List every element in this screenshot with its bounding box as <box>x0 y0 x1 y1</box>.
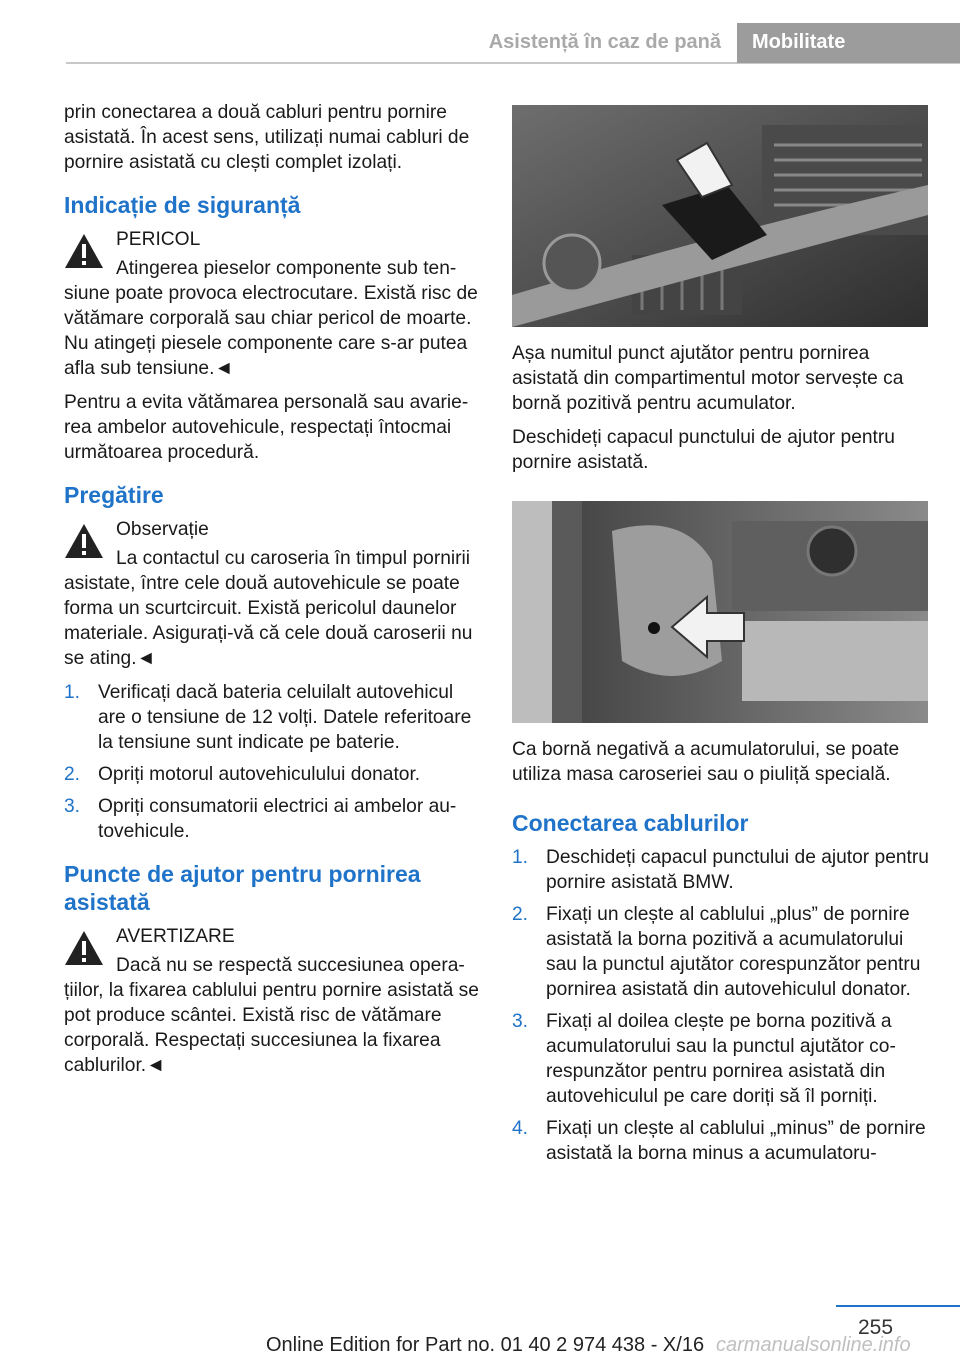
left-column <box>64 100 484 1087</box>
step-text: Opriți motorul autovehiculului donator. <box>98 764 421 785</box>
warning-triangle-icon <box>64 930 104 966</box>
warning-label: Observație <box>116 519 209 540</box>
step-number: 2. <box>512 904 529 925</box>
step-text: Opriți consumatorii electrici ai ambelor autovehicule. <box>98 796 457 842</box>
header-chapter-tab: Mobilitate <box>737 23 960 63</box>
warning-label: AVERTIZARE <box>116 926 235 947</box>
step-number: 3. <box>512 1011 529 1032</box>
engine-bay-negative-terminal-photo <box>512 501 928 723</box>
step-text: Verificați dacă bateria celuilalt autovehicul are o tensiune de 12 volți. Datele referitoare la tensiune sunt indicate pe baterie. <box>98 682 472 753</box>
warning-block-caution <box>64 924 484 1078</box>
intro-paragraph: prin conectarea a două cabluri pentru pornire asistată. În acest sens, utilizați numai cabluri de pornire asistată cu clești complet izolați. <box>64 102 470 173</box>
step-number: 1. <box>64 682 81 703</box>
page-header <box>0 23 960 63</box>
list-item <box>512 1009 932 1109</box>
list-item <box>64 762 484 787</box>
step-number: 2. <box>64 764 81 785</box>
list-item <box>64 680 484 755</box>
list-item <box>512 902 932 1002</box>
warning-block-note <box>64 517 484 671</box>
warning-label: PERICOL <box>116 229 201 250</box>
connect-steps <box>512 845 932 1166</box>
safety-heading: Indicație de siguranță <box>64 192 301 218</box>
right-column <box>512 105 932 1173</box>
warning-text: Dacă nu se respectă succesiunea operațiilor, la fixarea cablului pentru pornire asistată se pot produce scântei. Există risc de vătămare corporală. Respectați succesiunea la fixarea cablurilor.◄ <box>64 955 479 1076</box>
engine-bay-positive-terminal-photo <box>512 105 928 327</box>
page-number: 255 <box>858 1316 894 1339</box>
step-text: Fixați al doilea clește pe borna pozitivă a acumulatorului sau la punctul ajutător corespunzător pentru pornirea asistată din autovehiculul pe care doriți să îl porniți. <box>546 1011 896 1107</box>
photo1-caption: Așa numitul punct ajutător pentru pornirea asistată din compartimentul motor servește ca bornă pozitivă pentru acumulator. <box>512 343 904 414</box>
jump-points-heading: Puncte de ajutor pentru pornirea asistată <box>64 861 421 915</box>
warning-block-danger <box>64 227 484 381</box>
step-number: 4. <box>512 1118 529 1139</box>
procedure-paragraph: Pentru a evita vătămarea personală sau avarierea ambelor autovehicule, respectați întocmai următoarea procedură. <box>64 392 469 463</box>
preparation-steps <box>64 680 484 844</box>
preparation-heading: Pregătire <box>64 482 164 508</box>
warning-triangle-icon <box>64 523 104 559</box>
warning-text: Atingerea pieselor componente sub tensiune poate provoca electrocutare. Există risc de vătămare corporală sau chiar pericol de moarte. Nu atingeți piesele componente care s-ar putea afla sub tensiune.◄ <box>64 258 478 379</box>
step-text: Fixați un clește al cablului „plus” de pornire asistată la borna pozitivă a acumulatorului sau la punctul ajutător corespunzător pentru pornirea asistată din autovehiculul donator. <box>546 904 921 1000</box>
photo2-caption: Ca bornă negativă a acumulatorului, se poate utiliza masa caroseriei sau o piuliță specială. <box>512 739 900 785</box>
footer-rule <box>836 1305 960 1307</box>
open-cap-instruction: Deschideți capacul punctului de ajutor pentru pornire asistată. <box>512 427 895 473</box>
edition-footer: Online Edition for Part no. 01 40 2 974 438 - X/16 <box>266 1334 705 1356</box>
list-item <box>64 794 484 844</box>
connect-cables-heading: Conectarea cablurilor <box>512 810 749 836</box>
watermark: carmanualsonline.info <box>716 1334 911 1356</box>
step-number: 3. <box>64 796 81 817</box>
step-text: Deschideți capacul punctului de ajutor pentru pornire asistată BMW. <box>546 847 929 893</box>
list-item <box>512 845 932 895</box>
warning-triangle-icon <box>64 233 104 269</box>
step-text: Fixați un clește al cablului „minus” de pornire asistată la borna minus a acumulatoru- <box>546 1118 926 1164</box>
header-section-title: Asistență în caz de pană <box>488 31 721 53</box>
warning-text: La contactul cu caroseria în timpul pornirii asistate, între cele două autovehicule se poate forma un scurtcircuit. Există pericolul daunelor materiale. Asigurați-vă că cele două caroserii nu se ating.◄ <box>64 548 473 669</box>
step-number: 1. <box>512 847 529 868</box>
list-item <box>512 1116 932 1166</box>
